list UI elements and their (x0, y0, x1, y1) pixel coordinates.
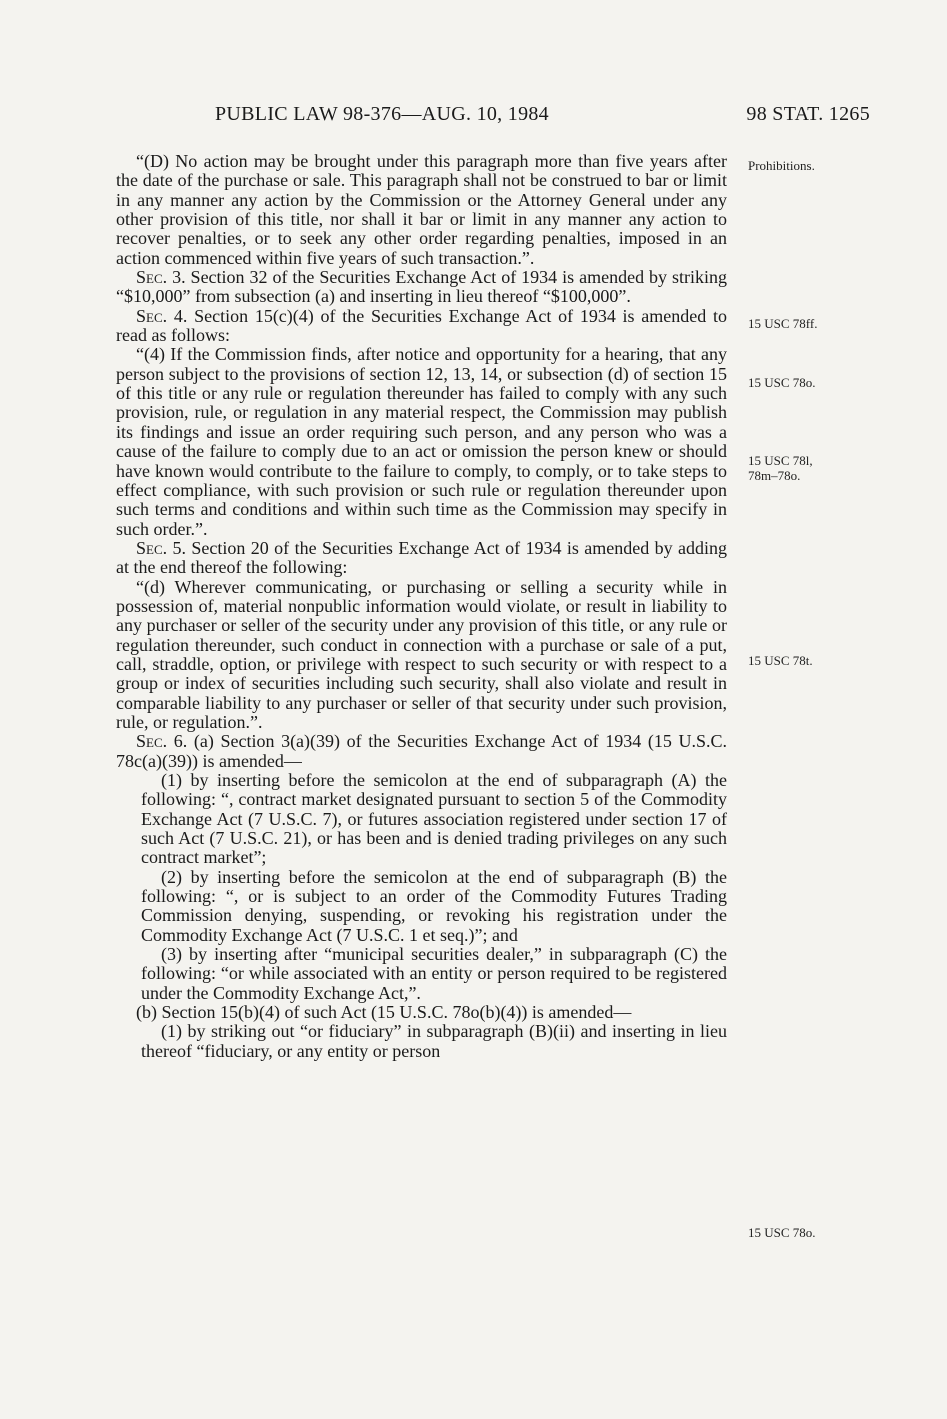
body-text (116, 152, 727, 1061)
section-label: Sec. 3. (136, 267, 186, 288)
section-5 (116, 539, 727, 578)
section-text: Section 15(c)(4) of the Securities Exchange Act of 1934 is amended to read as follows: (116, 305, 727, 346)
amendment-item-b1: (1) by striking out “or fiduciary” in subparagraph (B)(ii) and inserting in lieu thereof “fiduciary, or any entity or person (141, 1021, 727, 1061)
section-4 (116, 307, 727, 346)
section-label: Sec. 5. (136, 537, 187, 558)
margin-note-usc-78l (748, 453, 813, 483)
page-header (215, 103, 870, 129)
subsection-b: (b) Section 15(b)(4) of such Act (15 U.S.C. 78o(b)(4)) is amended— (136, 1002, 632, 1023)
paragraph-d-prohibitions: “(D) No action may be brought under this paragraph more than five years after the date of the purchase or sale. This paragraph shall not be construed to bar or limit in any manner any action by the Commission or the Attorney General under any other provision of this title, nor shall it bar or limit in any manner any action to recover penalties, or to seek any other order regarding penalties, imposed in an action commenced within five years of such transaction.”. (116, 151, 727, 268)
amendment-item-2: (2) by inserting before the semicolon at the end of subparagraph (B) the following: “, or is subject to an order of the Commodity Futures Trading Commission denying, suspending, or revoking his registration under the Commodity Exchange Act (7 U.S.C. 1 et seq.)”; and (141, 866, 727, 945)
margin-note-usc-78o: 15 USC 78o. (748, 375, 816, 390)
margin-note-prohibitions: Prohibitions. (748, 158, 815, 173)
paragraph-4-commission-findings: “(4) If the Commission finds, after notice and opportunity for a hearing, that any person subject to the provisions of section 12, 13, 14, or subsection (d) of section 15 of this title or any rule or regulation thereunder has failed to comply with any such provision, rule, or regulation in any material respect, the Commission may publish its findings and issue an order requiring such person, and any person who was a cause of the failure to comply due to an act or omission the person knew or should have known would contribute to the failure to comply, to comply, or to take steps to effect compliance, with such provision or such rule or regulation thereunder upon such terms and conditions and within such time as the Commission may specify in such order.”. (116, 344, 727, 539)
section-6 (116, 732, 727, 771)
margin-note-line: 78m–78o. (748, 468, 801, 483)
paragraph-d-nonpublic-information: “(d) Wherever communicating, or purchasing or selling a security while in possession of, material nonpublic information would violate, or result in liability to any purchaser or seller of the security under any provision of this title, or any rule or regulation thereunder, such conduct in connection with a purchase or sale of a put, call, straddle, option, or privilege with respect to such security or with respect to a group or index of securities including such security, shall also violate and result in comparable liability to any purchaser or seller of that security under such provision, rule, or regulation.”. (116, 576, 727, 732)
margin-note-usc-78ff: 15 USC 78ff. (748, 316, 818, 331)
amendment-item-3: (3) by inserting after “municipal securities dealer,” in subparagraph (C) the following: “or while associated with an entity or person required to be registered under the Commodity Exchange Act,”. (141, 944, 727, 1003)
margin-note-usc-78o-2: 15 USC 78o. (748, 1225, 816, 1240)
amendment-item-1: (1) by inserting before the semicolon at the end of subparagraph (A) the following: “, contract market designated pursuant to section 5 of the Commodity Exchange Act (7 U.S.C. 7), or futures association registered under section 17 of such Act (7 U.S.C. 21), or has been and is denied trading privileges on any such contract market”; (141, 770, 727, 868)
section-label: Sec. 4. (136, 305, 188, 326)
section-3 (116, 268, 727, 307)
statute-page-number: 98 STAT. 1265 (746, 103, 870, 125)
running-head-title: PUBLIC LAW 98-376—AUG. 10, 1984 (215, 103, 549, 125)
section-text: Section 32 of the Securities Exchange Act of 1934 is amended by striking “$10,000” from subsection (a) and inserting in lieu thereof “$100,000”. (116, 267, 728, 307)
margin-note-usc-78t: 15 USC 78t. (748, 653, 813, 668)
section-text: Section 20 of the Securities Exchange Act of 1934 is amended by adding at the end thereof the following: (116, 537, 727, 578)
margin-note-line: 15 USC 78l, (748, 453, 813, 468)
section-label: Sec. 6. (136, 731, 188, 752)
section-text: (a) Section 3(a)(39) of the Securities Exchange Act of 1934 (15 U.S.C. 78c(a)(39)) is amended— (116, 731, 727, 771)
